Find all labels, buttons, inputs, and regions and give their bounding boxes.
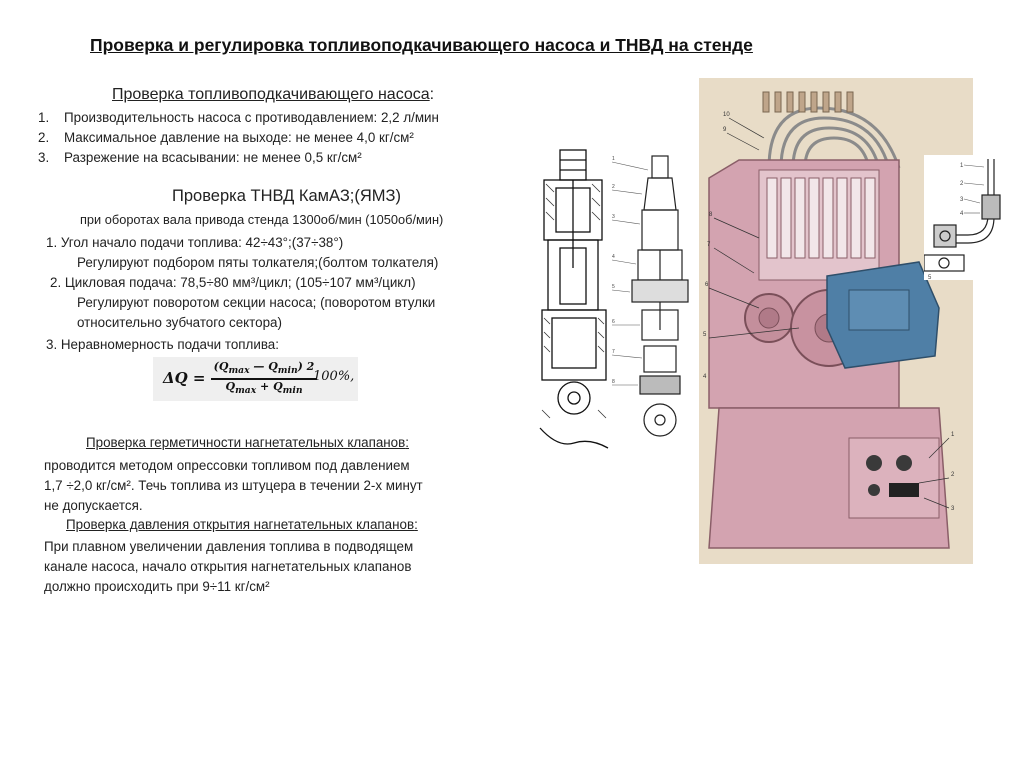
svg-text:3: 3 <box>951 506 955 512</box>
svg-text:3: 3 <box>960 197 964 203</box>
item-number: 2. <box>38 130 50 145</box>
tnvd-heading: Проверка ТНВД КамАЗ;(ЯМЗ) <box>172 187 402 205</box>
list-item <box>38 128 439 148</box>
formula-lhs: ΔQ = <box>163 369 206 387</box>
pump-check-heading-text: Проверка топливоподкачивающего насоса <box>112 86 430 103</box>
svg-text:7: 7 <box>707 242 711 248</box>
unevenness-formula <box>153 357 358 401</box>
opening-heading-text: Проверка давления открытия нагнетательных клапанов <box>66 517 415 532</box>
num-end: ) 2 <box>297 360 315 373</box>
svg-text:6: 6 <box>612 319 615 325</box>
tnvd-line: 2. Цикловая подача: 78,5÷80 мм³/цикл; (105÷107 мм³/цикл) <box>50 275 416 290</box>
den-max-sub: max <box>235 385 257 397</box>
item-text: Максимальное давление на выходе: не менее 4,0 кг/см² <box>64 130 414 145</box>
test-stand-illustration <box>699 78 973 564</box>
svg-text:7: 7 <box>612 349 615 355</box>
svg-text:8: 8 <box>612 379 615 385</box>
tightness-text <box>44 456 423 516</box>
pipe-fitting-drawing <box>924 155 1008 280</box>
formula-denominator <box>211 380 317 396</box>
svg-text:4: 4 <box>612 254 615 260</box>
list-item <box>38 108 439 128</box>
pump-section-exploded-drawing <box>612 150 700 445</box>
pump-check-list <box>38 108 439 168</box>
svg-text:8: 8 <box>709 212 713 218</box>
svg-text:2: 2 <box>960 181 964 187</box>
opening-text <box>44 537 413 597</box>
tnvd-line: Регулируют подбором пяты толкателя;(болтом толкателя) <box>77 255 439 270</box>
svg-text:2: 2 <box>612 184 615 190</box>
tnvd-subheading: при оборотах вала привода стенда 1300об/мин (1050об/мин) <box>80 212 444 227</box>
num-minus: — Q <box>249 360 278 373</box>
test-stand-photo <box>699 78 973 564</box>
num-max-sub: max <box>228 365 250 377</box>
item-text: Производительность насоса с противодавлением: 2,2 л/мин <box>64 110 439 125</box>
svg-text:3: 3 <box>612 214 615 220</box>
formula-numerator <box>211 360 317 376</box>
den-q: Q <box>225 380 236 393</box>
svg-text:4: 4 <box>960 211 964 217</box>
svg-text:1: 1 <box>951 432 955 438</box>
svg-text:5: 5 <box>703 332 707 338</box>
tightness-heading: Проверка герметичности нагнетательных клапанов: <box>86 435 409 450</box>
svg-text:9: 9 <box>723 127 727 133</box>
tnvd-line: 1. Угол начало подачи топлива: 42÷43°;(37÷38°) <box>46 235 344 250</box>
svg-text:2: 2 <box>951 472 955 478</box>
svg-text:4: 4 <box>703 374 707 380</box>
svg-text:1: 1 <box>960 163 964 169</box>
item-number: 1. <box>38 110 50 125</box>
pump-section-cross-drawing <box>538 148 610 458</box>
opening-heading: Проверка давления открытия нагнетательных клапанов: <box>66 517 418 532</box>
text-line: проводится методом опрессовки топливом под давлением <box>44 458 410 473</box>
text-line: не допускается. <box>44 498 143 513</box>
svg-text:5: 5 <box>612 284 615 290</box>
den-min-sub: min <box>282 385 303 397</box>
pump-check-heading <box>112 86 434 104</box>
item-text: Разрежение на всасывании: не менее 0,5 кг/см² <box>64 150 362 165</box>
svg-text:1: 1 <box>612 156 615 162</box>
pump-check-heading-colon: : <box>429 86 435 103</box>
num-min-sub: min <box>277 365 298 377</box>
text-line: канале насоса, начало открытия нагнетательных клапанов <box>44 559 412 574</box>
svg-text:6: 6 <box>705 282 709 288</box>
item-number: 3. <box>38 150 50 165</box>
tnvd-line: относительно зубчатого сектора) <box>77 315 282 330</box>
page-title: Проверка и регулировка топливоподкачивающего насоса и ТНВД на стенде <box>90 35 753 55</box>
svg-text:5: 5 <box>928 275 932 280</box>
den-plus: + Q <box>256 380 283 393</box>
text-line: должно происходить при 9÷11 кг/см² <box>44 579 270 594</box>
text-line: 1,7 ÷2,0 кг/см². Течь топлива из штуцера в течении 2-х минут <box>44 478 423 493</box>
text-line: При плавном увеличении давления топлива в подводящем <box>44 539 414 554</box>
num-q: (Q <box>213 360 229 373</box>
list-item <box>38 148 439 168</box>
tnvd-line: 3. Неравномерность подачи топлива: <box>46 337 279 352</box>
tnvd-line: Регулируют поворотом секции насоса; (поворотом втулки <box>77 295 436 310</box>
formula-rhs: 100%, <box>313 369 355 384</box>
tightness-heading-text: Проверка герметичности нагнетательных клапанов <box>86 435 406 450</box>
svg-text:10: 10 <box>723 112 730 118</box>
